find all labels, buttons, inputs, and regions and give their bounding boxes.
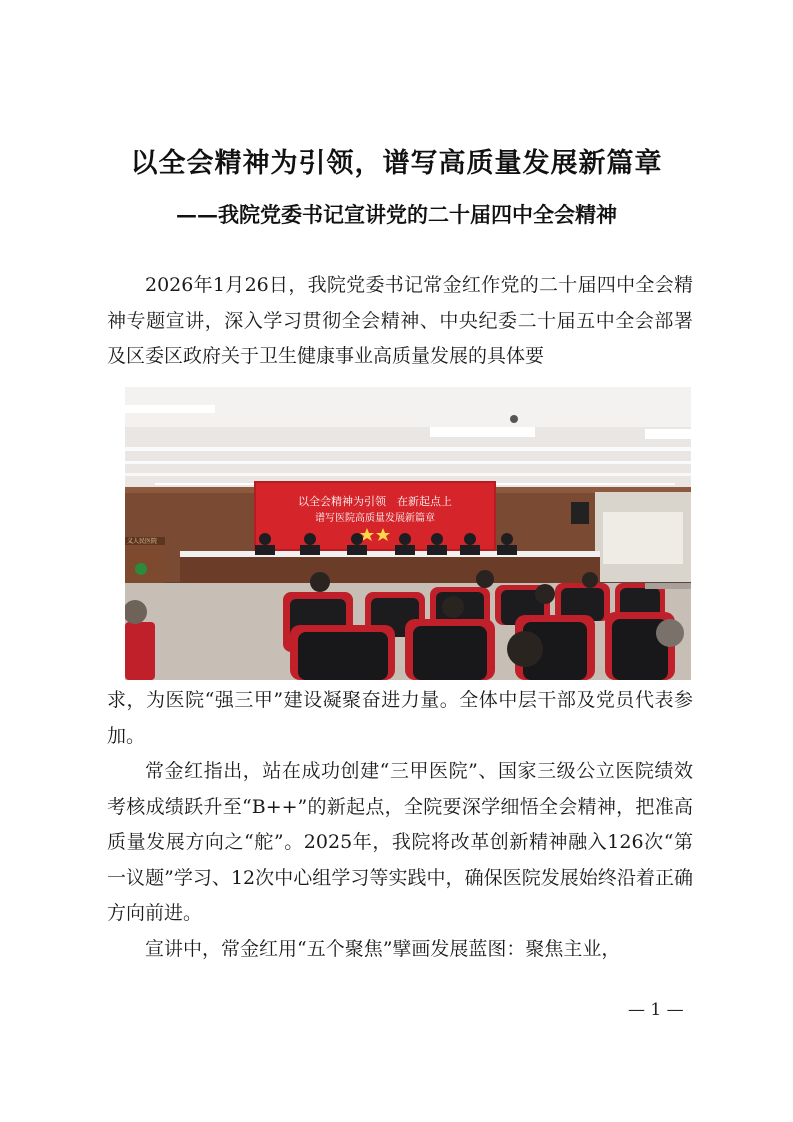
page-number: — 1 — [628,1000,684,1020]
paragraph-4: 宣讲中，常金红用“五个聚焦”擘画发展蓝图：聚焦主业， [145,938,621,960]
paragraph-2: 求，为医院“强三甲”建设凝聚奋进力量。全体中层干部及党员代表参加。 [107,689,693,747]
ceiling-light [125,405,215,413]
speaker [571,502,589,524]
presidium-table [180,555,600,583]
meeting-photo [125,387,691,680]
article-title: 以全会精神为引领，谱写高质量发展新篇章 [130,148,663,179]
podium-sign: 义人民医院 [127,538,158,545]
banner-line-1: 以全会精神为引领 在新起点上 [298,495,452,508]
paragraph-1: 2026年1月26日，我院党委书记常金红作党的二十届四中全会精神专题宣讲，深入学习贯彻全会精神、中央纪委二十届五中全会部署及区委区政府关于卫生健康事业高质量发展的具体要 [107,274,693,367]
banner-line-2: 谱写医院高质量发展新篇章 [315,513,435,524]
ceiling-sensor [510,415,518,423]
article-subtitle: ——我院党委书记宣讲党的二十届四中全会精神 [176,202,617,227]
emblem-icon [135,563,147,575]
ceiling-light [645,429,691,439]
paragraph-3: 常金红指出，站在成功创建“三甲医院”、国家三级公立医院绩效考核成绩跃升至“B++”的新起点，全院要深学细悟全会精神，把准高质量发展方向之“舵”。2025年，我院将改革创新精神融入126次“第一议题”学习、12次中心组学习等实践中，确保医院发展始终沿着正确方向前进。 [107,760,693,924]
ceiling-light [430,427,535,437]
